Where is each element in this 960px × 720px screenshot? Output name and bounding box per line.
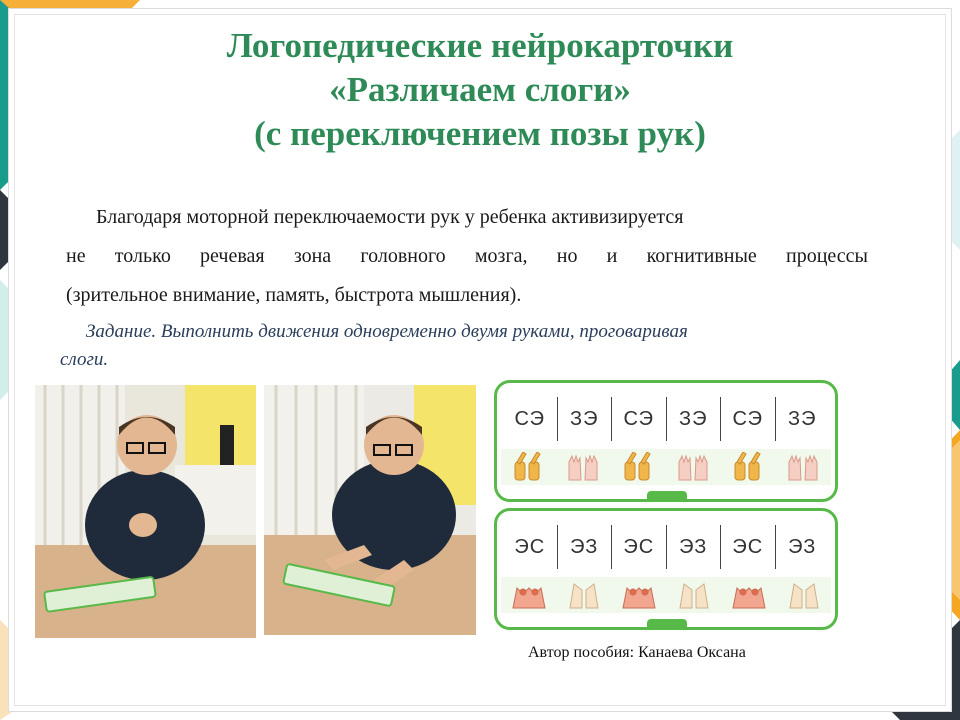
- linked-fingers-icon: [721, 577, 776, 613]
- linked-fingers-icon: [611, 577, 666, 613]
- card-footer-tab: [647, 619, 687, 627]
- syllable-cell: ЭС: [721, 525, 776, 569]
- open-palms-icon: [776, 449, 831, 485]
- syllable-row: [503, 397, 829, 441]
- card-footer-tab: [647, 491, 687, 499]
- syllable-row: [503, 525, 829, 569]
- syllable-cell: ЭЗ: [788, 535, 817, 558]
- task-line-1: Задание. Выполнить движения одновременно двумя руками, проговаривая: [86, 321, 688, 342]
- task-line-2: слоги.: [60, 349, 109, 370]
- pressed-palms-icon: [776, 577, 831, 613]
- card-se-ze: [494, 380, 838, 502]
- description-paragraph: [66, 198, 868, 315]
- title-line-1: Логопедические нейрокарточки: [226, 26, 734, 65]
- pressed-palms-icon: [666, 577, 721, 613]
- crossed-fingers-icon: [501, 449, 556, 485]
- task-text: [60, 318, 860, 374]
- paragraph-line-2: не только речевая зона головного мозга, но и когнитивные процессы: [66, 245, 868, 267]
- syllable-cell: ЭС: [612, 525, 667, 569]
- syllable-cell: СЭ: [503, 397, 558, 441]
- syllable-cell: СЭ: [612, 397, 667, 441]
- linked-fingers-icon: [501, 577, 556, 613]
- syllable-cell: ЗЭ: [788, 407, 817, 430]
- syllable-cell: ЭЗ: [667, 525, 722, 569]
- open-palms-icon: [556, 449, 611, 485]
- pressed-palms-icon: [556, 577, 611, 613]
- syllable-cell: ЗЭ: [558, 397, 613, 441]
- title-line-2: «Различаем слоги»: [329, 70, 631, 109]
- paragraph-line-3: (зрительное внимание, память, быстрота мышления).: [66, 284, 522, 306]
- hand-pose-row: [501, 449, 831, 485]
- author-caption: Автор пособия: Канаева Оксана: [528, 644, 746, 661]
- photo-child-hands-clasped: [35, 385, 256, 638]
- hand-pose-row: [501, 577, 831, 613]
- syllable-cell: ЗЭ: [667, 397, 722, 441]
- crossed-fingers-icon: [611, 449, 666, 485]
- syllable-cell: ЭЗ: [558, 525, 613, 569]
- card-es-ez: [494, 508, 838, 630]
- slide-title: [120, 24, 840, 156]
- title-line-3: (с переключением позы рук): [254, 114, 706, 153]
- neuro-cards: [494, 380, 840, 632]
- crossed-fingers-icon: [721, 449, 776, 485]
- paragraph-line-1: Благодаря моторной переключаемости рук у ребенка активизируется: [96, 206, 684, 228]
- syllable-cell: ЭС: [503, 525, 558, 569]
- syllable-cell: СЭ: [721, 397, 776, 441]
- photo-child-hands-on-cards: [264, 385, 476, 635]
- open-palms-icon: [666, 449, 721, 485]
